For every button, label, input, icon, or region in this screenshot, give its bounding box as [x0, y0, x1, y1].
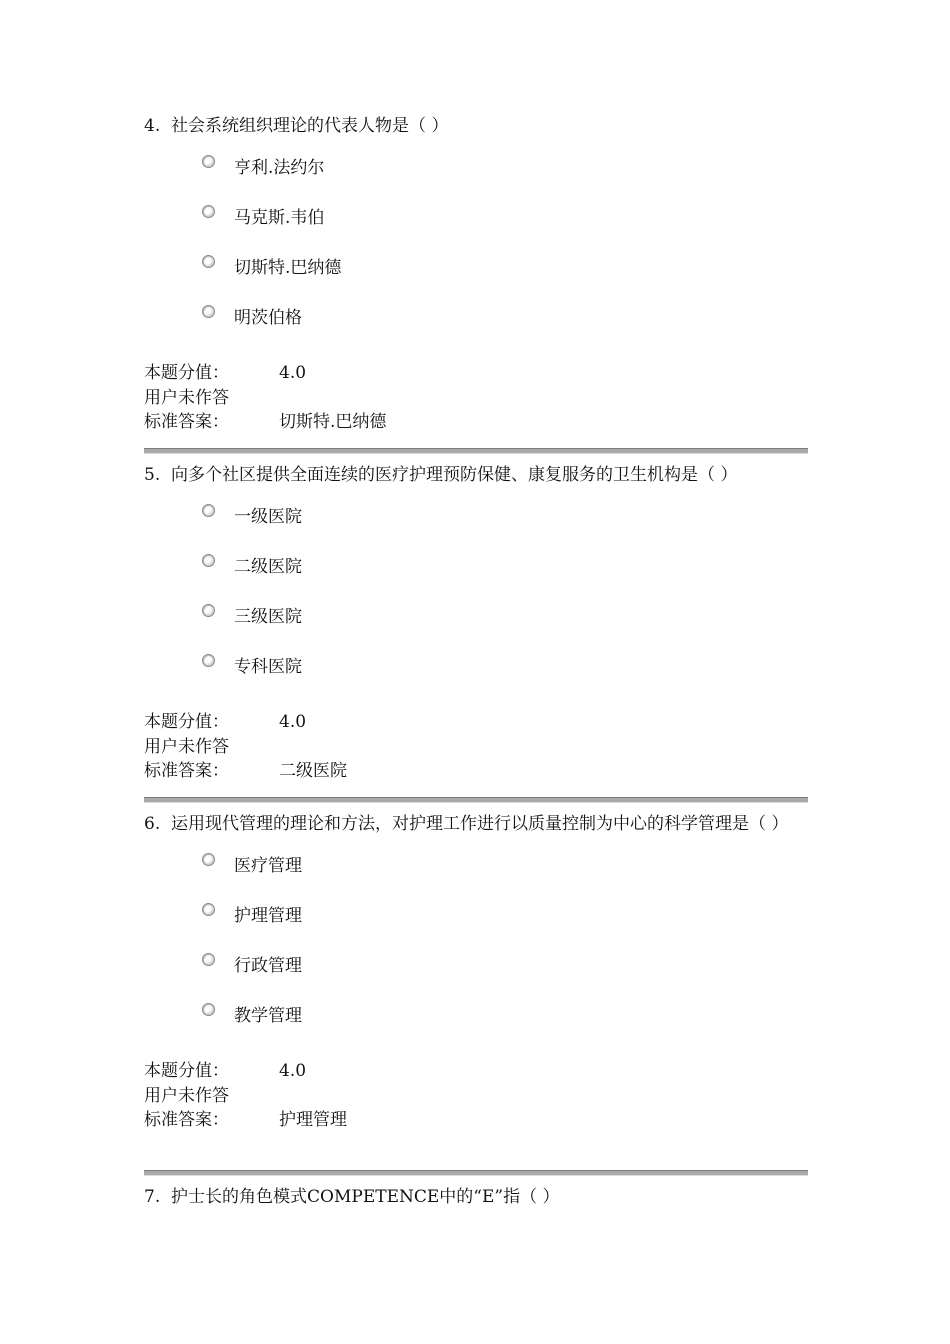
- score-label: 本题分值：: [144, 363, 229, 383]
- question-6: [144, 812, 808, 1133]
- score-label: 本题分值：: [144, 712, 229, 732]
- radio-button[interactable]: [202, 554, 215, 567]
- radio-button[interactable]: [202, 305, 215, 318]
- score-label: 本题分值：: [144, 1061, 229, 1081]
- radio-button[interactable]: [202, 953, 215, 966]
- option-a[interactable]: [144, 155, 808, 205]
- question-divider: [144, 448, 808, 454]
- score-value: 4.0: [279, 363, 307, 383]
- option-label: 亨利.法约尔: [234, 158, 325, 178]
- answer-value: 护理管理: [279, 1110, 347, 1130]
- question-number: 6.: [144, 814, 161, 834]
- answer-value: 切斯特.巴纳德: [279, 412, 387, 432]
- radio-button[interactable]: [202, 155, 215, 168]
- question-meta: [144, 361, 808, 435]
- option-list: [144, 504, 808, 704]
- option-b[interactable]: [144, 554, 808, 604]
- option-list: [144, 155, 808, 355]
- answer-label: 标准答案：: [144, 761, 229, 781]
- radio-button[interactable]: [202, 853, 215, 866]
- answer-label: 标准答案：: [144, 412, 229, 432]
- question-number: 7.: [144, 1187, 161, 1207]
- option-label: 护理管理: [234, 906, 302, 926]
- option-d[interactable]: [144, 305, 808, 355]
- unanswered-label: 用户未作答: [144, 1085, 229, 1106]
- question-4: [144, 114, 808, 435]
- question-text: [144, 812, 808, 837]
- option-label: 马克斯.韦伯: [234, 208, 325, 228]
- option-c[interactable]: [144, 604, 808, 654]
- option-label: 一级医院: [234, 507, 302, 527]
- radio-button[interactable]: [202, 654, 215, 667]
- question-text: [144, 463, 808, 488]
- option-label: 医疗管理: [234, 856, 302, 876]
- option-b[interactable]: [144, 205, 808, 255]
- option-label: 明茨伯格: [234, 308, 302, 328]
- radio-button[interactable]: [202, 504, 215, 517]
- option-label: 切斯特.巴纳德: [234, 258, 342, 278]
- option-d[interactable]: [144, 1003, 808, 1053]
- question-divider: [144, 797, 808, 803]
- question-number: 5.: [144, 465, 161, 485]
- question-stem: 社会系统组织理论的代表人物是（ ）: [171, 116, 449, 136]
- question-number: 4.: [144, 116, 161, 136]
- question-meta: [144, 1059, 808, 1133]
- option-label: 二级医院: [234, 557, 302, 577]
- radio-button[interactable]: [202, 903, 215, 916]
- radio-button[interactable]: [202, 604, 215, 617]
- question-text: [144, 114, 808, 139]
- question-stem: 向多个社区提供全面连续的医疗护理预防保健、康复服务的卫生机构是（ ）: [171, 465, 738, 485]
- option-c[interactable]: [144, 953, 808, 1003]
- option-label: 行政管理: [234, 956, 302, 976]
- option-d[interactable]: [144, 654, 808, 704]
- answer-label: 标准答案：: [144, 1110, 229, 1130]
- question-divider: [144, 1170, 808, 1176]
- option-b[interactable]: [144, 903, 808, 953]
- option-label: 三级医院: [234, 607, 302, 627]
- unanswered-label: 用户未作答: [144, 387, 229, 408]
- option-label: 专科医院: [234, 657, 302, 677]
- unanswered-label: 用户未作答: [144, 736, 229, 757]
- question-stem: 运用现代管理的理论和方法，对护理工作进行以质量控制为中心的科学管理是（ ）: [171, 814, 789, 834]
- question-meta: [144, 710, 808, 784]
- radio-button[interactable]: [202, 255, 215, 268]
- option-a[interactable]: [144, 504, 808, 554]
- question-7: [144, 1185, 808, 1210]
- option-list: [144, 853, 808, 1053]
- radio-button[interactable]: [202, 1003, 215, 1016]
- question-text: [144, 1185, 808, 1210]
- radio-button[interactable]: [202, 205, 215, 218]
- question-5: [144, 463, 808, 784]
- question-stem: 护士长的角色模式COMPETENCE中的“E”指（ ）: [171, 1187, 560, 1207]
- option-a[interactable]: [144, 853, 808, 903]
- score-value: 4.0: [279, 1061, 307, 1081]
- option-c[interactable]: [144, 255, 808, 305]
- option-label: 教学管理: [234, 1006, 302, 1026]
- answer-value: 二级医院: [279, 761, 347, 781]
- score-value: 4.0: [279, 712, 307, 732]
